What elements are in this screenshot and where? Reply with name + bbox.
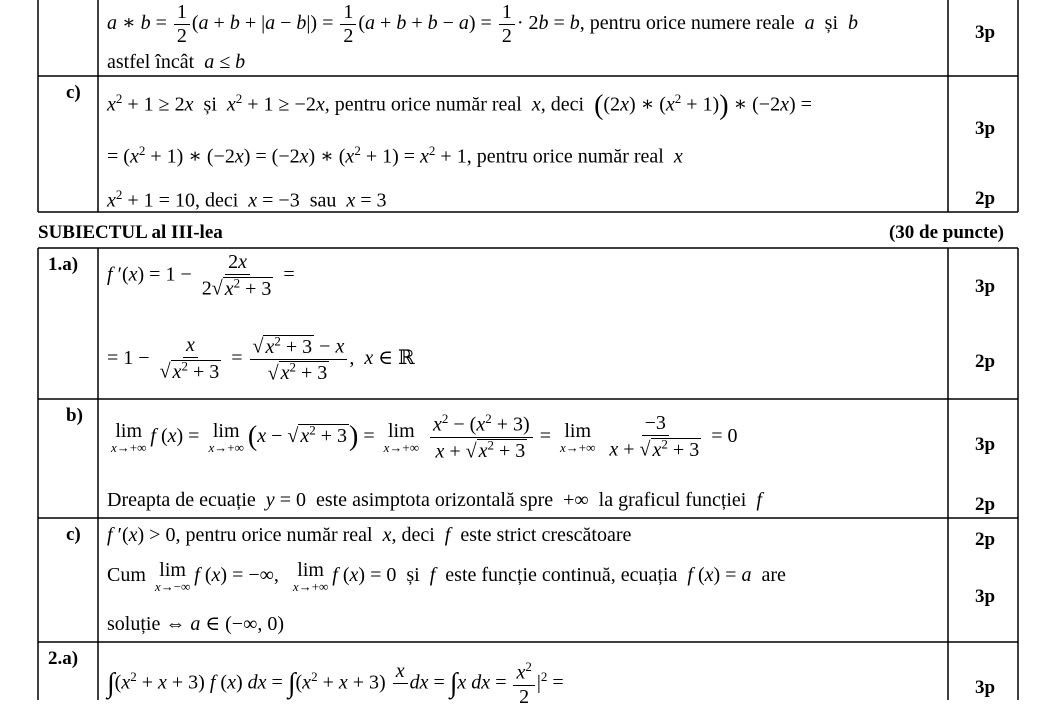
row-c-line2: = $(x^2 + 1)$ ∗ (−2x) = (−2x) ∗ $(x^2 + 1) = x^2 + 1$, pentru orice număr real x [107,143,683,168]
row-b-line2: astfel încât a ≤ b [107,51,246,73]
q1b-points-2: 2p [974,494,996,515]
q1a-points-1: 3p [974,276,996,297]
row-b-text1: , pentru orice numere reale [579,12,795,35]
section-title: SUBIECTUL al III-lea [38,222,223,243]
section-points: (30 de puncte) [888,222,1004,243]
row-c-line1: $x^2 + 1 \ge 2x$ și $x^2 + 1 \ge -2x$, pentru orice număr real x, deci ((2x) ∗ $(x^2 + 1)$) ∗ (−2x) = [107,90,812,122]
row-c-points-1: 3p [974,118,996,139]
q1c-line3: soluție ⇔ a ∈ (−∞, 0) [107,613,285,635]
q1a-label: 1.a) [48,254,79,275]
q2a-label: 2.a) [48,648,79,669]
row-b-equation: a ∗ b = $\frac{1}{2}$ (a + b + |a − b|) = $\frac{1}{2}$ (a + b + b − a) = $\frac{1}{2}$ · 2b = b, pentru orice numere reale a și b [107,1,859,47]
q2a-line1: $\int(x^2 + x + 3)$ f (x) dx = $\int(x^2 + x + 3)$ x dx = ∫x dx = $\frac{x^2}{2}$ $|^2$ = [107,659,564,708]
q1a-points-2: 2p [974,351,996,372]
q1a-line1: f ′(x) = 1 − $\frac{2x}{2√ x^2 + 3}$ = [107,251,295,300]
q1c-label: c) [66,524,81,545]
q1c-line1: f ′(x) > 0, pentru orice număr real x, deci f este strict crescătoare [107,524,632,546]
q1c-line2: Cum lim x→−∞ f (x) = −∞, lim x→+∞ f (x) = 0 și f este funcție continuă, ecuația f (x) = a are [107,559,786,594]
row-b-points: 3p [974,22,996,43]
q1c-points-1: 2p [974,529,996,550]
row-c-points-2: 2p [974,188,996,209]
q1a-line2: = 1 − $\frac{x}{√ x^2 + 3}$ = $\frac{√ x^2 + 3 - x}{√ x^2 + 3}$ , x ∈ ℝ [107,333,415,385]
q1b-line1: lim x→+∞ f (x) = lim x→+∞ (x − √ $x^2 + 3$) = lim x→+∞ $\frac{x^2 - (x^2 + 3)}{x + √ x^2 + 3}$ = lim x→+∞ $\frac{-3}{x + √ x^2 + 3}$ = 0 [111,411,738,463]
q2a-points: 3p [974,677,996,698]
q1b-points-1: 3p [974,434,996,455]
q1b-line2: Dreapta de ecuație y = 0 este asimptota orizontală spre +∞ la graficul funcției f [107,489,762,511]
q1b-label: b) [66,405,83,426]
row-b-condition: a ≤ b [204,51,246,73]
q1c-points-2: 3p [974,586,996,607]
row-c-line3: $x^2 + 1 = 10$, deci x = −3 sau x = 3 [107,187,387,212]
row-c-label: c) [66,82,81,103]
